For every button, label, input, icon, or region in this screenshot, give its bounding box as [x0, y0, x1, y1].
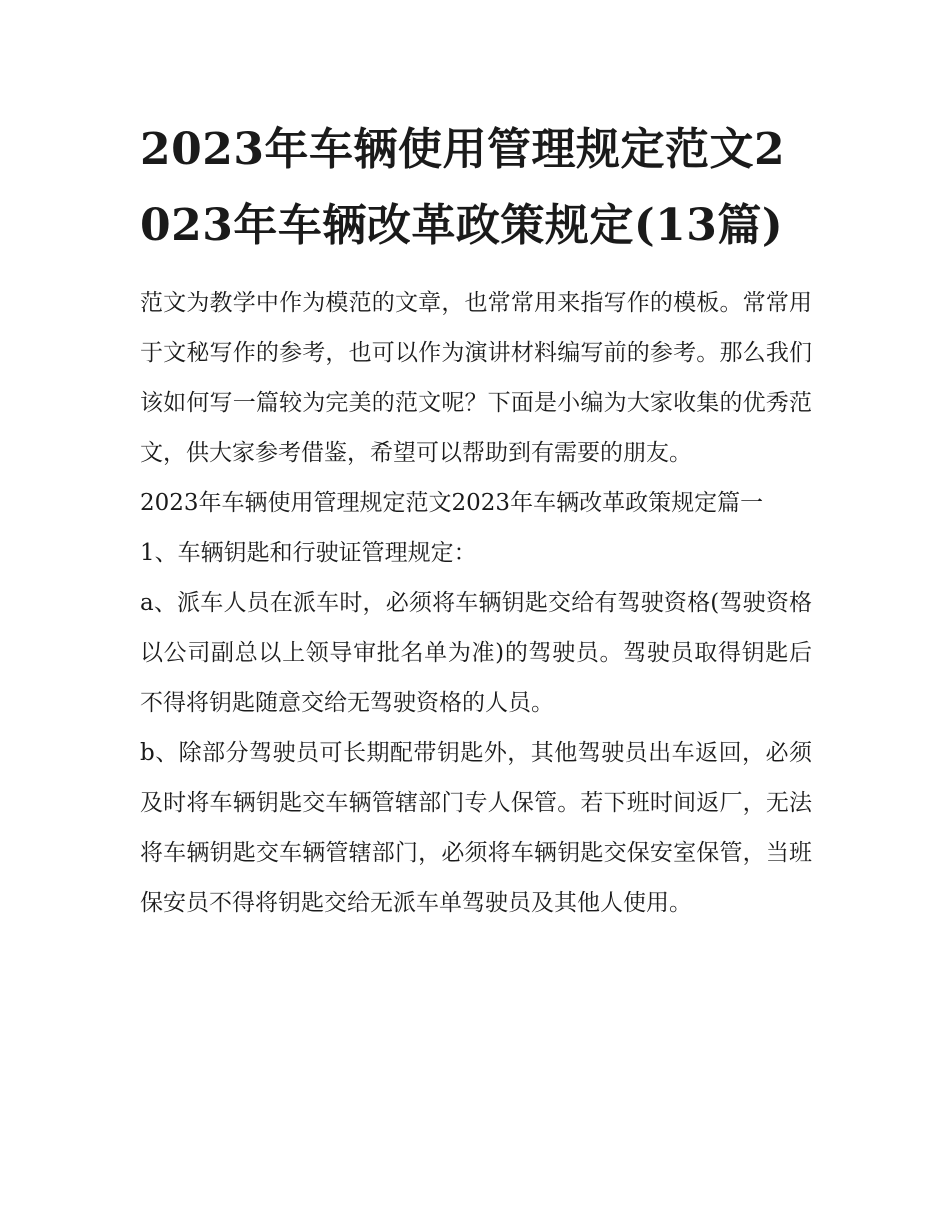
rule-item-b: b、除部分驾驶员可长期配带钥匙外，其他驾驶员出车返回，必须及时将车辆钥匙交车辆管辖部门专人保管。若下班时间返厂，无法将车辆钥匙交车辆管辖部门，必须将车辆钥匙交保安室保管，当班保安员不得将钥匙交给无派车单驾驶员及其他人使用。 [140, 740, 812, 916]
document-title: 2023年车辆使用管理规定范文2023年车辆改革政策规定(13篇) [140, 124, 786, 251]
intro-paragraph: 范文为教学中作为模范的文章，也常常用来指写作的模板。常常用于文秘写作的参考，也可以作为演讲材料编写前的参考。那么我们该如何写一篇较为完美的范文呢？下面是小编为大家收集的优秀范文，供大家参考借鉴，希望可以帮助到有需要的朋友。 [140, 290, 812, 466]
section-heading: 2023年车辆使用管理规定范文2023年车辆改革政策规定篇一 [140, 490, 764, 516]
document-page [140, 112, 812, 928]
rule-item-a: a、派车人员在派车时，必须将车辆钥匙交给有驾驶资格(驾驶资格以公司副总以上领导审批名单为准)的驾驶员。驾驶员取得钥匙后不得将钥匙随意交给无驾驶资格的人员。 [140, 590, 812, 716]
rule-heading: 1、车辆钥匙和行驶证管理规定： [140, 540, 477, 566]
